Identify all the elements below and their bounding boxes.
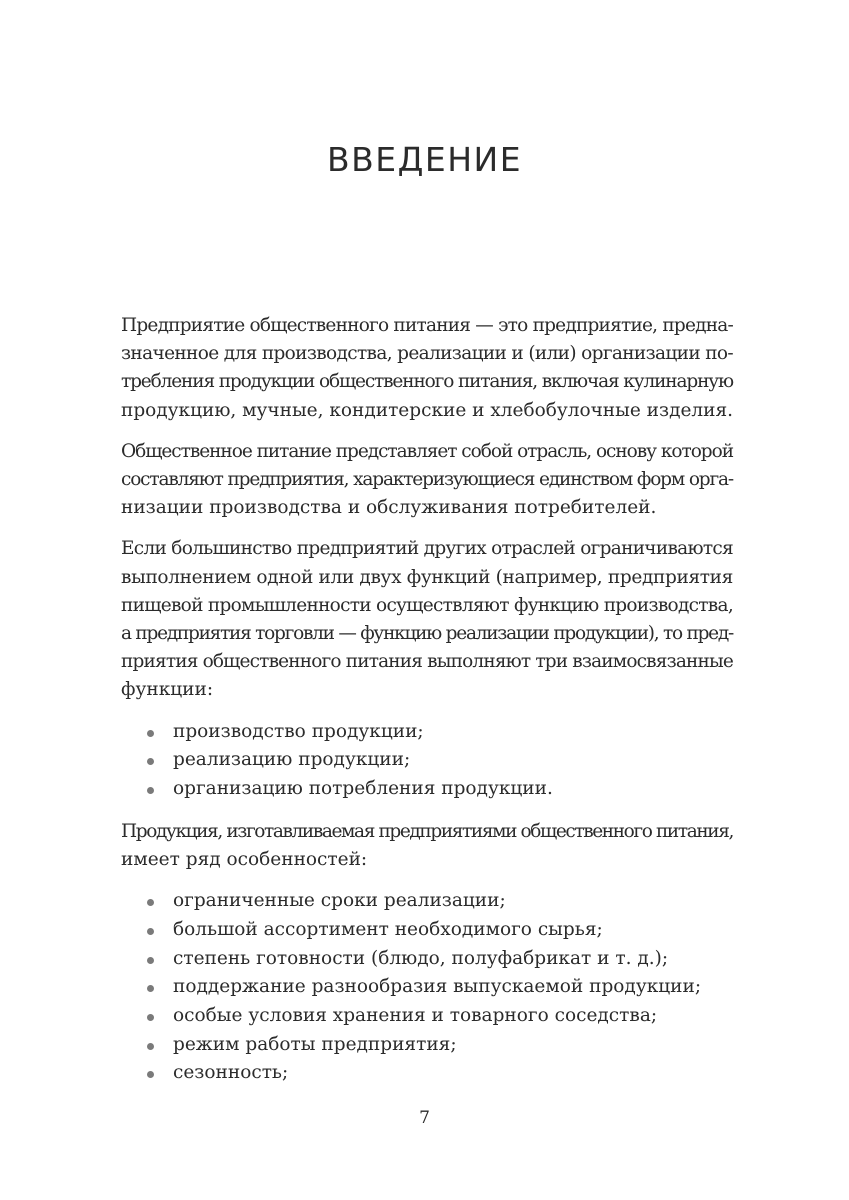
list-item-text: реализацию продукции; — [173, 749, 411, 771]
text-line: Предприятие общественного питания — это предприятие, предна- — [121, 315, 733, 336]
features-list — [121, 887, 733, 1088]
paragraph-industry — [121, 438, 733, 523]
bullet-icon — [147, 1014, 154, 1021]
text-line: Если большинство предприятий других отраслей ограничиваются — [121, 538, 733, 560]
list-item-text: ограниченные сроки реализации; — [173, 890, 506, 912]
text-line: пищевой промышленности осуществляют функцию производства, — [121, 594, 733, 616]
bullet-icon — [147, 730, 154, 737]
list-item — [121, 1002, 733, 1031]
bullet-icon — [147, 985, 154, 992]
list-item — [121, 775, 733, 804]
text-line: значенное для производства, реализации и (или) организации по- — [121, 343, 734, 365]
text-line: приятия общественного питания выполняют три взаимосвязанные — [121, 651, 733, 673]
text-line: Общественное питание представляет собой отрасль, основу которой — [121, 440, 733, 462]
text-line: функции: — [121, 679, 214, 701]
bullet-icon — [147, 957, 154, 964]
text-line: низации производства и обслуживания потребителей. — [121, 497, 657, 519]
page-number: 7 — [419, 1108, 430, 1128]
list-item-text: особые условия хранения и товарного соседства; — [173, 1004, 658, 1026]
list-item — [121, 973, 733, 1002]
body-text — [121, 312, 733, 1102]
text-line: имеет ряд особенностей: — [121, 848, 368, 870]
paragraph-features — [121, 818, 733, 874]
list-item-text: производство продукции; — [173, 720, 424, 742]
functions-list — [121, 718, 733, 804]
text-line: составляют предприятия, характеризующиеся единством форм орга- — [121, 469, 733, 491]
list-item — [121, 746, 733, 775]
bullet-icon — [147, 1071, 154, 1078]
bullet-icon — [147, 787, 154, 794]
list-item — [121, 945, 733, 974]
list-item-text: организацию потребления продукции. — [173, 778, 553, 800]
paragraph-definition — [121, 312, 733, 425]
bullet-icon — [147, 758, 154, 765]
list-item — [121, 718, 733, 747]
list-item-text: большой ассортимент необходимого сырья; — [173, 918, 603, 940]
text-line: выполнением одной или двух функций (например, предприятия — [121, 566, 733, 588]
list-item — [121, 1059, 733, 1088]
text-line: а предприятия торговли — функцию реализации продукции), то пред- — [121, 623, 733, 645]
list-item-text: степень готовности (блюдо, полуфабрикат и т. д.); — [173, 947, 669, 969]
bullet-icon — [147, 928, 154, 935]
text-line: Продукция, изготавливаемая предприятиями общественного питания, — [121, 820, 733, 842]
bullet-icon — [147, 899, 154, 906]
list-item-text: сезонность; — [173, 1062, 289, 1084]
list-item — [121, 1031, 733, 1060]
list-item — [121, 916, 733, 945]
text-line: продукцию, мучные, кондитерские и хлебобулочные изделия. — [121, 399, 733, 421]
paragraph-functions — [121, 535, 733, 704]
bullet-icon — [147, 1043, 154, 1050]
page-title: ВВЕДЕНИЕ — [326, 140, 523, 179]
list-item-text: поддержание разнообразия выпускаемой продукции; — [173, 976, 702, 998]
list-item-text: режим работы предприятия; — [173, 1033, 457, 1055]
list-item — [121, 887, 733, 916]
text-line: требления продукции общественного питания, включая кулинарную — [121, 371, 733, 393]
